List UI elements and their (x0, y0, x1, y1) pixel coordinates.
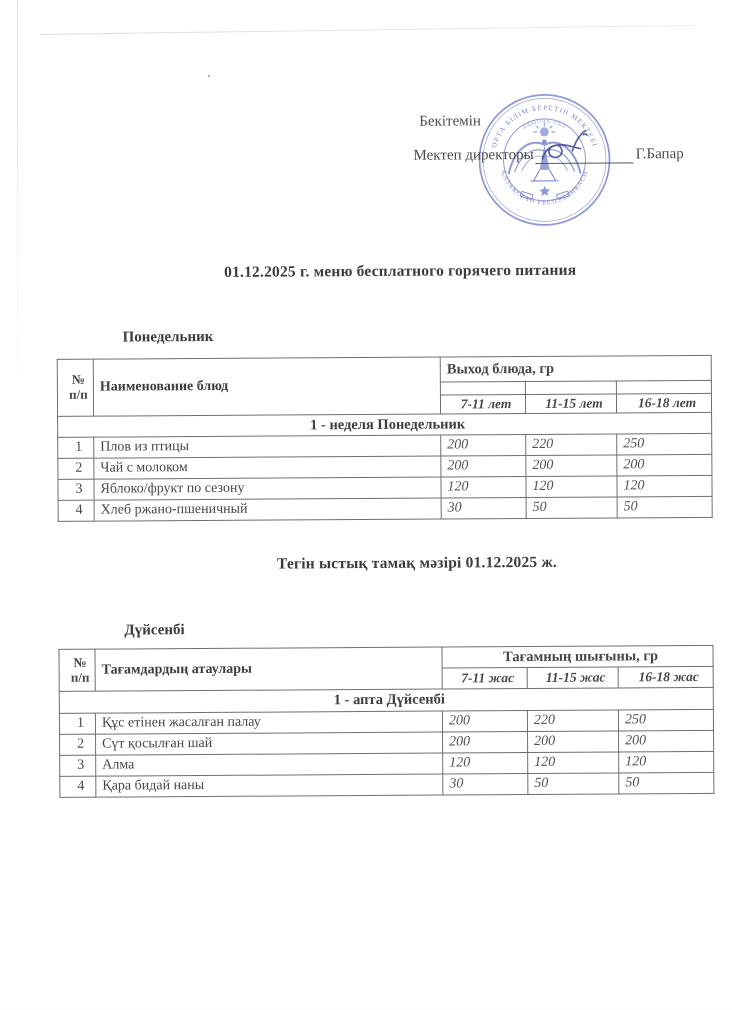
portion-11-15: 200 (528, 731, 619, 753)
row-number: 4 (60, 776, 96, 797)
empty-cell (525, 381, 616, 395)
dish-name: Плов из птицы (94, 435, 441, 458)
col-header-age-16-18: 16-18 жас (618, 666, 713, 688)
portion-16-18: 250 (618, 709, 713, 731)
portion-7-11: 200 (441, 435, 526, 457)
col-header-dish-name: Наименование блюд (93, 357, 440, 416)
stamp-ring-text-bottom: ҚАЗАҚСТАН РЕСПУБЛИКАСЫ (500, 169, 590, 207)
portion-16-18: 120 (617, 475, 712, 497)
dish-name: Чай с молоком (94, 456, 441, 479)
menu-table-ru (57, 355, 713, 522)
portion-7-11: 200 (442, 711, 527, 733)
day-heading-kz: Дүйсенбі (124, 622, 184, 639)
menu-title-ru: 01.12.2025 г. меню бесплатного горячего питания (0, 261, 731, 283)
dish-name: Қара бидай наны (96, 774, 443, 797)
portion-16-18: 200 (619, 730, 714, 752)
dish-name: Құс етінен жасалған палау (95, 711, 442, 734)
dish-name: Хлеб ржано-пшеничный (94, 498, 441, 521)
portion-11-15: 120 (528, 752, 619, 774)
menu-table-kz (58, 645, 714, 798)
col-header-age-7-11: 7-11 жас (442, 668, 527, 690)
row-number: 3 (58, 479, 94, 500)
day-heading-ru: Понедельник (123, 329, 214, 347)
director-name: Г.Бапар (636, 146, 684, 163)
col-header-output: Тағамның шығыны, гр (442, 645, 713, 668)
row-number: 2 (60, 734, 96, 755)
col-header-age-11-15: 11-15 жас (527, 667, 618, 689)
num-symbol: № (73, 654, 86, 669)
row-number: 2 (58, 458, 94, 479)
col-header-output: Выход блюда, гр (440, 355, 711, 382)
menu-title-kz: Тегін ыстық тамақ мәзірі 01.12.2025 ж. (1, 553, 732, 575)
stamp-ring-text-top: ОРТА БІЛІМ БЕРЕТІН МЕКТЕБІ (490, 104, 599, 149)
dish-name: Алма (96, 753, 443, 776)
portion-16-18: 50 (617, 496, 712, 518)
num-suffix: п/п (69, 387, 88, 402)
portion-7-11: 30 (441, 498, 526, 520)
row-number: 4 (58, 500, 94, 521)
portion-7-11: 200 (441, 456, 526, 478)
week-label: 1 - неделя Понедельник (58, 412, 712, 437)
portion-7-11: 120 (443, 753, 528, 775)
portion-11-15: 200 (526, 455, 617, 477)
portion-7-11: 200 (443, 732, 528, 754)
portion-16-18: 200 (617, 454, 712, 476)
portion-11-15: 50 (528, 773, 619, 795)
dish-name: Яблоко/фрукт по сезону (94, 477, 441, 500)
menu-row (60, 772, 714, 797)
portion-11-15: 220 (526, 434, 617, 456)
portion-16-18: 250 (617, 433, 712, 455)
num-symbol: № (72, 372, 85, 387)
stamp-ring-text-small: АҚМОЛА ОБЛ (521, 119, 567, 131)
portion-7-11: 120 (441, 477, 526, 499)
portion-7-11: 30 (443, 774, 528, 796)
handwritten-signature-icon (534, 129, 604, 171)
num-suffix: п/п (71, 669, 90, 684)
empty-cell (440, 382, 525, 396)
portion-11-15: 50 (526, 497, 617, 519)
week-label: 1 - апта Дүйсенбі (59, 687, 713, 713)
row-number: 3 (60, 755, 96, 776)
col-header-age-16-18: 16-18 лет (616, 393, 711, 413)
col-header-age-11-15: 11-15 лет (525, 394, 616, 414)
row-number: 1 (59, 713, 95, 734)
col-header-age-7-11: 7-11 лет (440, 395, 525, 415)
dish-name: Сүт қосылған шай (96, 732, 443, 755)
portion-11-15: 120 (526, 476, 617, 498)
approve-label: Бекітемін (419, 113, 481, 130)
col-header-num (57, 359, 93, 416)
empty-cell (616, 380, 711, 394)
portion-11-15: 220 (527, 710, 618, 732)
portion-16-18: 120 (619, 751, 714, 773)
portion-16-18: 50 (619, 772, 714, 794)
col-header-num (59, 649, 95, 691)
row-number: 1 (58, 437, 94, 458)
director-label: Мектеп директоры (413, 147, 533, 165)
menu-row (58, 496, 712, 521)
col-header-dish-name: Тағамдардың атаулары (95, 647, 442, 691)
